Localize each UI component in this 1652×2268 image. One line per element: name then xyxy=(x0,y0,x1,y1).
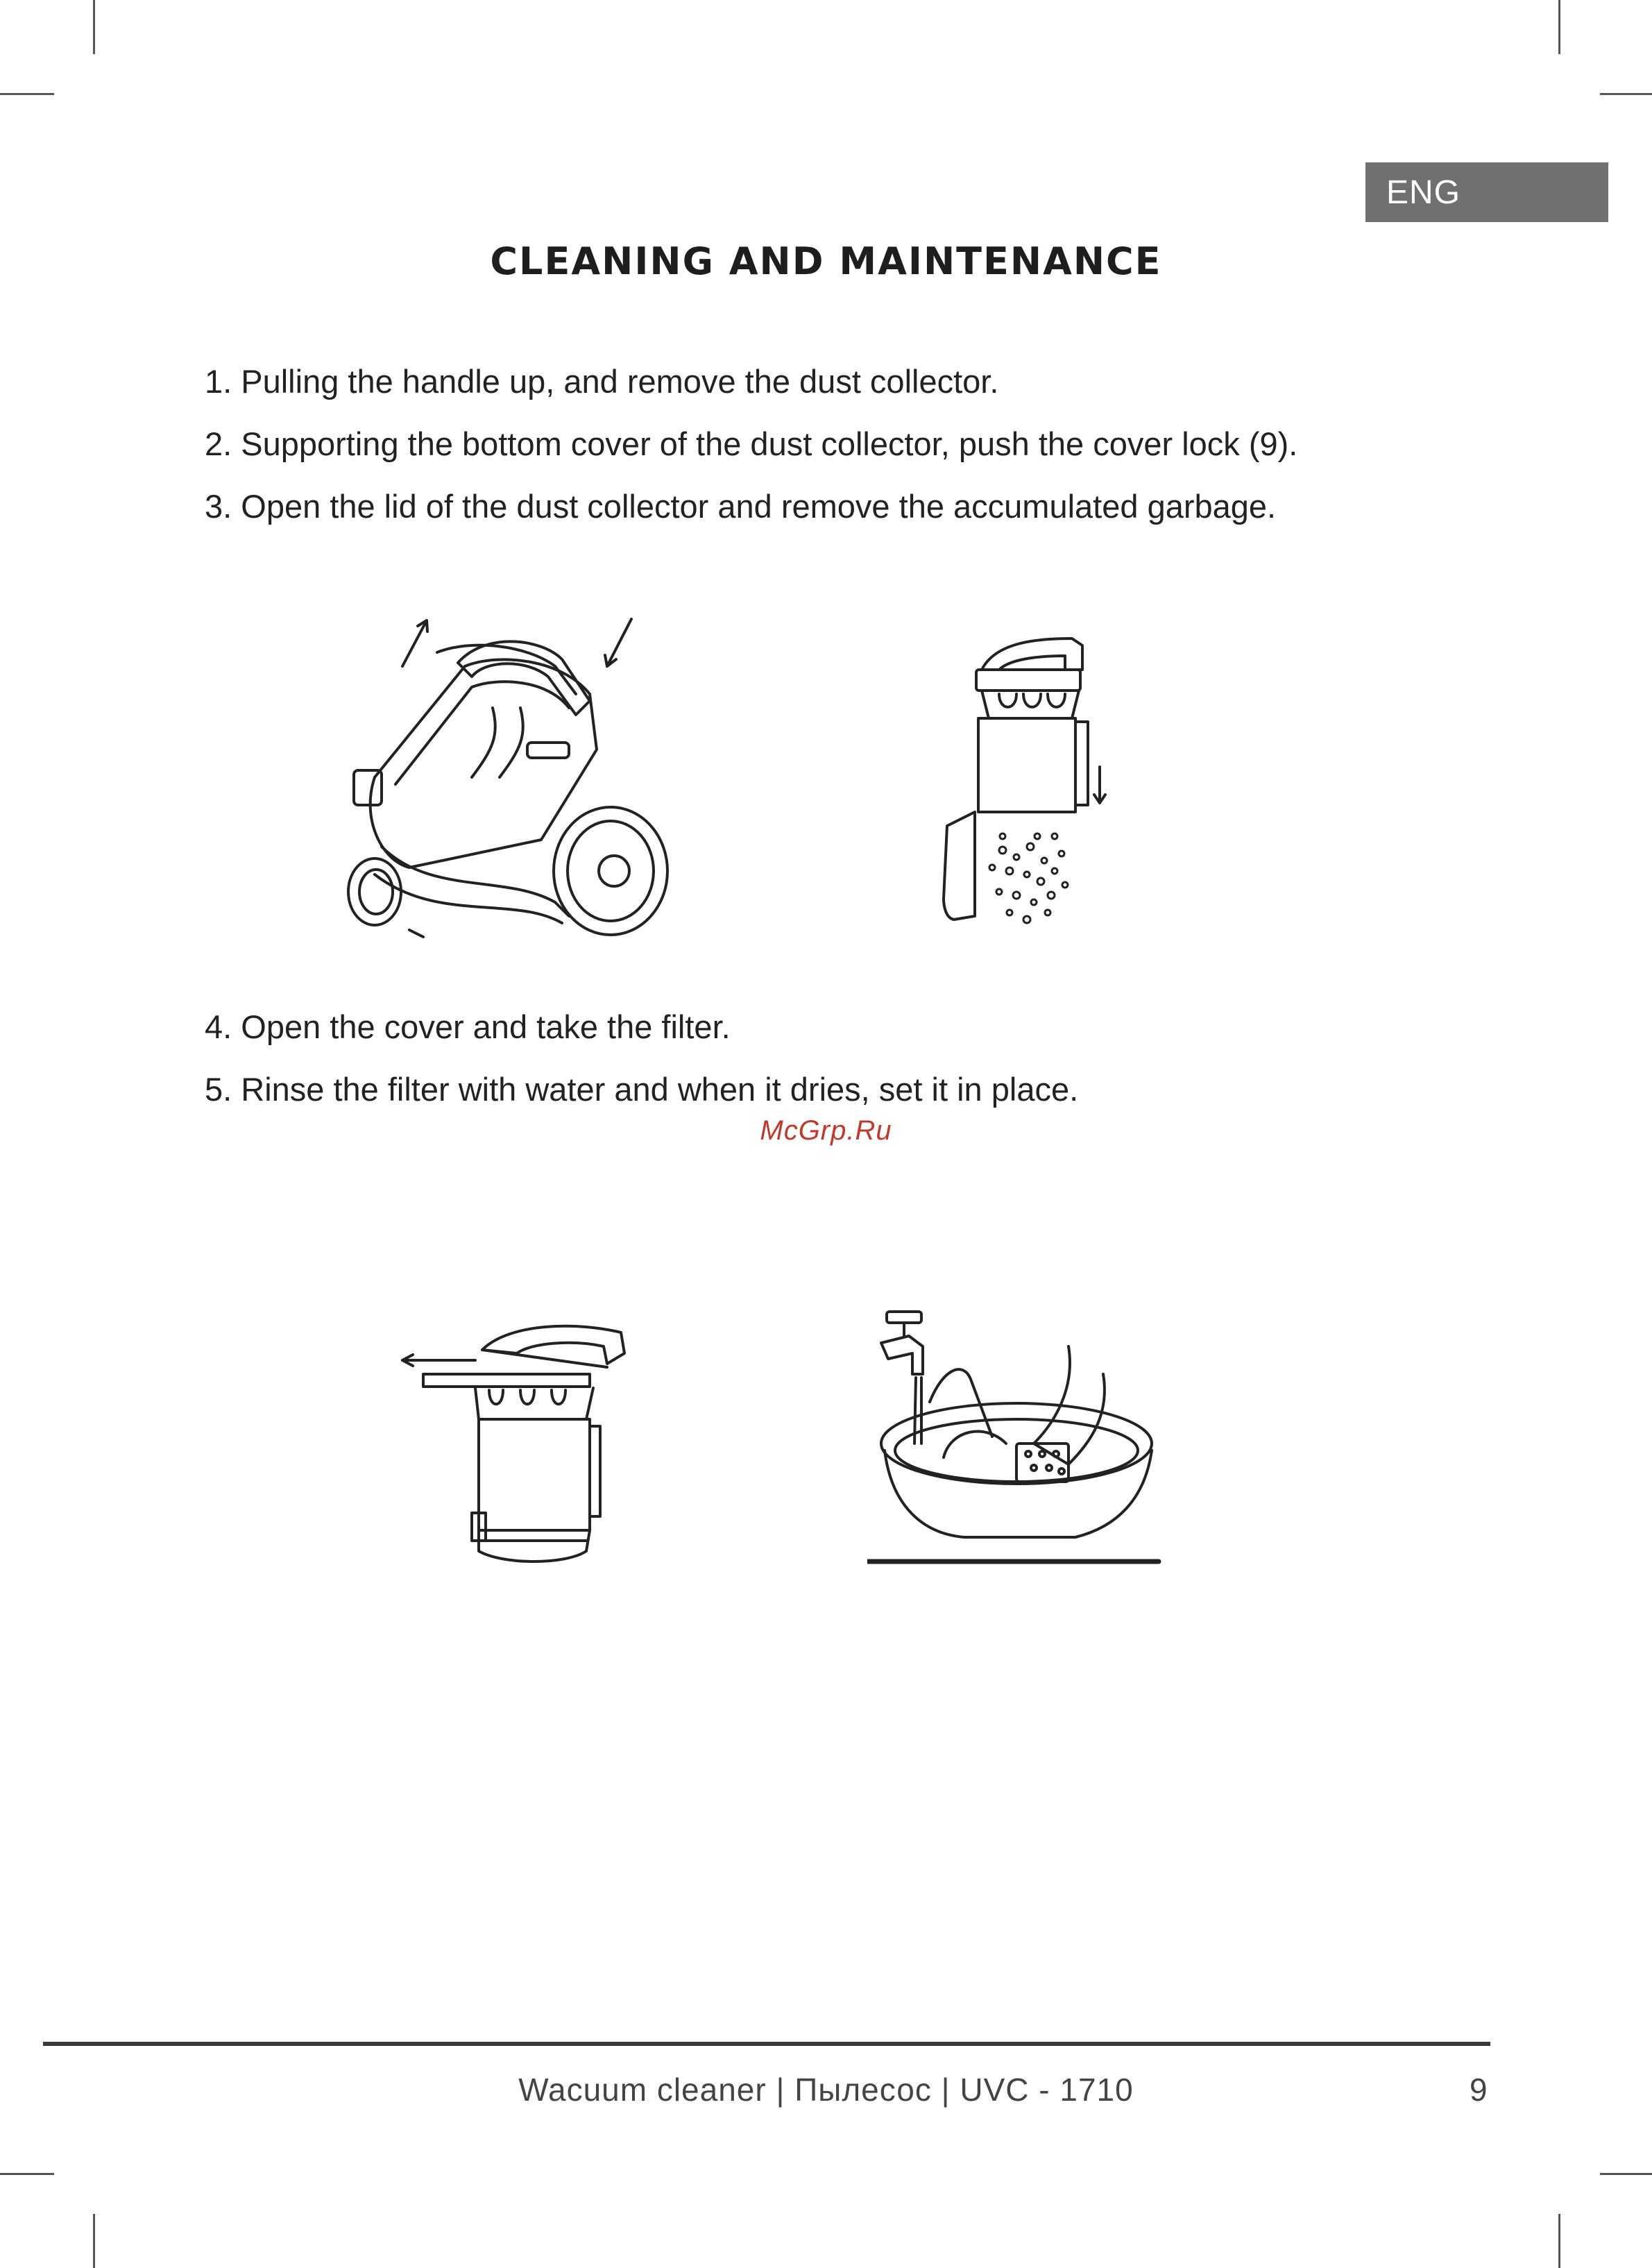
dust-collector-emptying-icon xyxy=(933,628,1141,933)
step-3: 3. Open the lid of the dust collector and remove the accumulated garbage. xyxy=(205,488,1277,525)
crop-mark xyxy=(1600,93,1652,95)
crop-mark xyxy=(93,0,95,54)
crop-mark xyxy=(1558,0,1560,54)
step-4: 4. Open the cover and take the filter. xyxy=(205,1008,731,1045)
crop-mark xyxy=(1600,2173,1652,2175)
language-badge: ENG xyxy=(1365,162,1608,222)
step-5: 5. Rinse the filter with water and when it dries, set it in place. xyxy=(205,1071,1079,1108)
vacuum-cleaner-handle-up-icon xyxy=(333,611,694,951)
steps-list-1 xyxy=(205,350,1592,538)
filter-rinsing-icon xyxy=(867,1305,1166,1572)
steps-list-2 xyxy=(205,996,1592,1121)
crop-mark xyxy=(93,2214,95,2268)
watermark: McGrp.Ru xyxy=(760,1115,892,1146)
filter-removal-icon xyxy=(399,1315,642,1572)
step-1: 1. Pulling the handle up, and remove the dust collector. xyxy=(205,363,999,400)
crop-mark xyxy=(0,93,54,95)
step-2: 2. Supporting the bottom cover of the dust collector, push the cover lock (9). xyxy=(205,425,1298,462)
crop-mark xyxy=(0,2173,54,2175)
crop-mark xyxy=(1558,2214,1560,2268)
page-number: 9 xyxy=(1470,2072,1488,2108)
footer-divider xyxy=(43,2042,1490,2046)
footer-product-line: Wacuum cleaner | Пылесос | UVC - 1710 xyxy=(518,2072,1134,2108)
page-title: CLEANING AND MAINTENANCE xyxy=(490,239,1162,283)
